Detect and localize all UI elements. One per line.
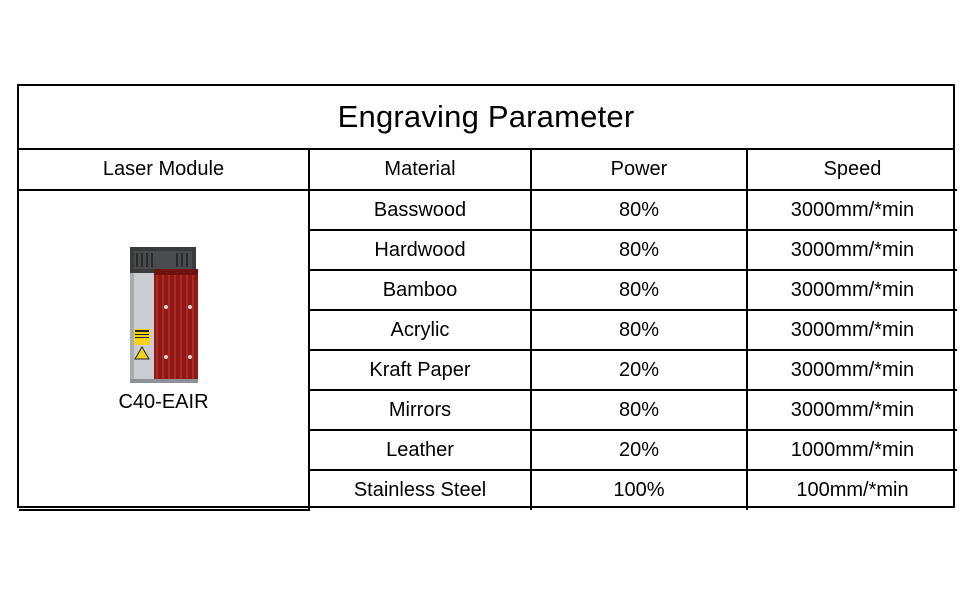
parameter-table-frame [17, 84, 955, 508]
material-cell: Acrylic [309, 310, 531, 350]
power-cell: 80% [531, 230, 747, 270]
speed-cell: 3000mm/*min [747, 190, 957, 230]
power-cell: 80% [531, 190, 747, 230]
speed-cell: 3000mm/*min [747, 390, 957, 430]
speed-cell: 3000mm/*min [747, 230, 957, 270]
speed-cell: 3000mm/*min [747, 270, 957, 310]
laser-module-cell [19, 190, 309, 510]
speed-cell: 3000mm/*min [747, 310, 957, 350]
header-speed: Speed [747, 150, 957, 190]
material-cell: Basswood [309, 190, 531, 230]
header-material: Material [309, 150, 531, 190]
header-power: Power [531, 150, 747, 190]
material-cell: Kraft Paper [309, 350, 531, 390]
table-row [19, 190, 957, 230]
material-cell: Stainless Steel [309, 470, 531, 510]
power-cell: 80% [531, 310, 747, 350]
speed-cell: 3000mm/*min [747, 350, 957, 390]
speed-cell: 1000mm/*min [747, 430, 957, 470]
material-cell: Leather [309, 430, 531, 470]
material-cell: Mirrors [309, 390, 531, 430]
header-laser-module: Laser Module [19, 150, 309, 190]
module-name: C40-EAIR [118, 391, 209, 413]
material-cell: Bamboo [309, 270, 531, 310]
power-cell: 100% [531, 470, 747, 510]
header-row [19, 150, 957, 190]
parameter-table [19, 150, 957, 511]
power-cell: 20% [531, 350, 747, 390]
table-title: Engraving Parameter [19, 86, 953, 150]
power-cell: 80% [531, 270, 747, 310]
power-cell: 20% [531, 430, 747, 470]
speed-cell: 100mm/*min [747, 470, 957, 510]
power-cell: 80% [531, 390, 747, 430]
laser-module-image [126, 247, 202, 387]
material-cell: Hardwood [309, 230, 531, 270]
